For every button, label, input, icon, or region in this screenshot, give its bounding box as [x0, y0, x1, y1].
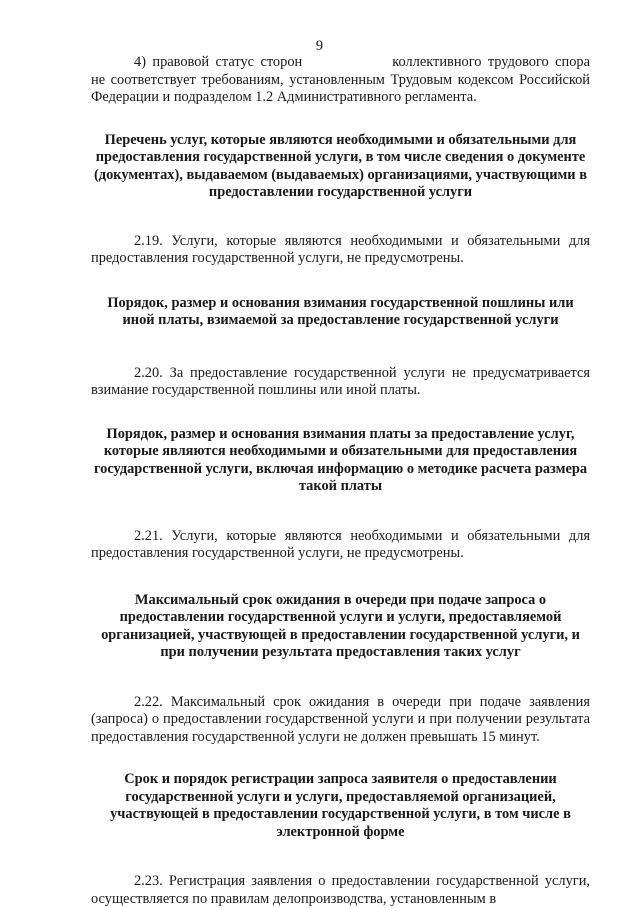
paragraph-2-23: 2.23. Регистрация заявления о предоставлении государственной услуги, осуществляется по правилам делопроизводства, установленным в	[91, 873, 590, 907]
section-heading-required-services: Перечень услуг, которые являются необходимыми и обязательными для предоставления государственной услуги, в том числе сведения о документе (документах), выдаваемом (выдаваемых) организациями, участвующими в предоставлении государственной услуги	[94, 131, 587, 200]
section-heading-state-fee: Порядок, размер и основания взимания государственной пошлины или иной платы, взимаемой за предоставление государственной услуги	[107, 294, 574, 328]
paragraph-legal-status-end: коллективного трудового спора не соответствует требованиям, установленным Трудовым кодексом Российской Федерации и подразделом 1.2 Административного регламента.	[91, 54, 590, 105]
section-heading-registration: Срок и порядок регистрации запроса заявителя о предоставлении государственной услуги и услуги, предоставляемой организацией, участвующей в предоставлении государственной услуги, в том числе в электронной форме	[110, 771, 571, 840]
section-heading-service-fees: Порядок, размер и основания взимания платы за предоставление услуг, которые являются необходимыми и обязательными для предоставления государственной услуги, включая информацию о методике расчета размера такой платы	[93, 425, 588, 494]
paragraph-2-21: 2.21. Услуги, которые являются необходимыми и обязательными для предоставления государственной услуги, не предусмотрены.	[91, 527, 590, 561]
paragraph-2-22: 2.22. Максимальный срок ожидания в очереди при подаче заявления (запроса) о предоставлении государственной услуги и при получении результата предоставления государственной услуги не должен превышать 15 минут.	[91, 693, 590, 745]
paragraph-2-20: 2.20. За предоставление государственной услуги не предусматривается взимание государственной пошлины или иной платы.	[91, 364, 590, 398]
section-heading-queue-time: Максимальный срок ожидания в очереди при подаче запроса о предоставлении государственной услуги и услуги, предоставляемой организацией, участвующей в предоставлении государственной услуги, и при получении результата предоставления таких услуг	[101, 591, 580, 660]
page-content	[91, 54, 590, 908]
page-number: 9	[315, 38, 324, 54]
paragraph-legal-status-start: 4) правовой статус сторон	[134, 54, 303, 70]
paragraph-legal-status	[91, 54, 590, 107]
paragraph-2-19: 2.19. Услуги, которые являются необходимыми и обязательными для предоставления государственной услуги, не предусмотрены.	[91, 232, 590, 266]
